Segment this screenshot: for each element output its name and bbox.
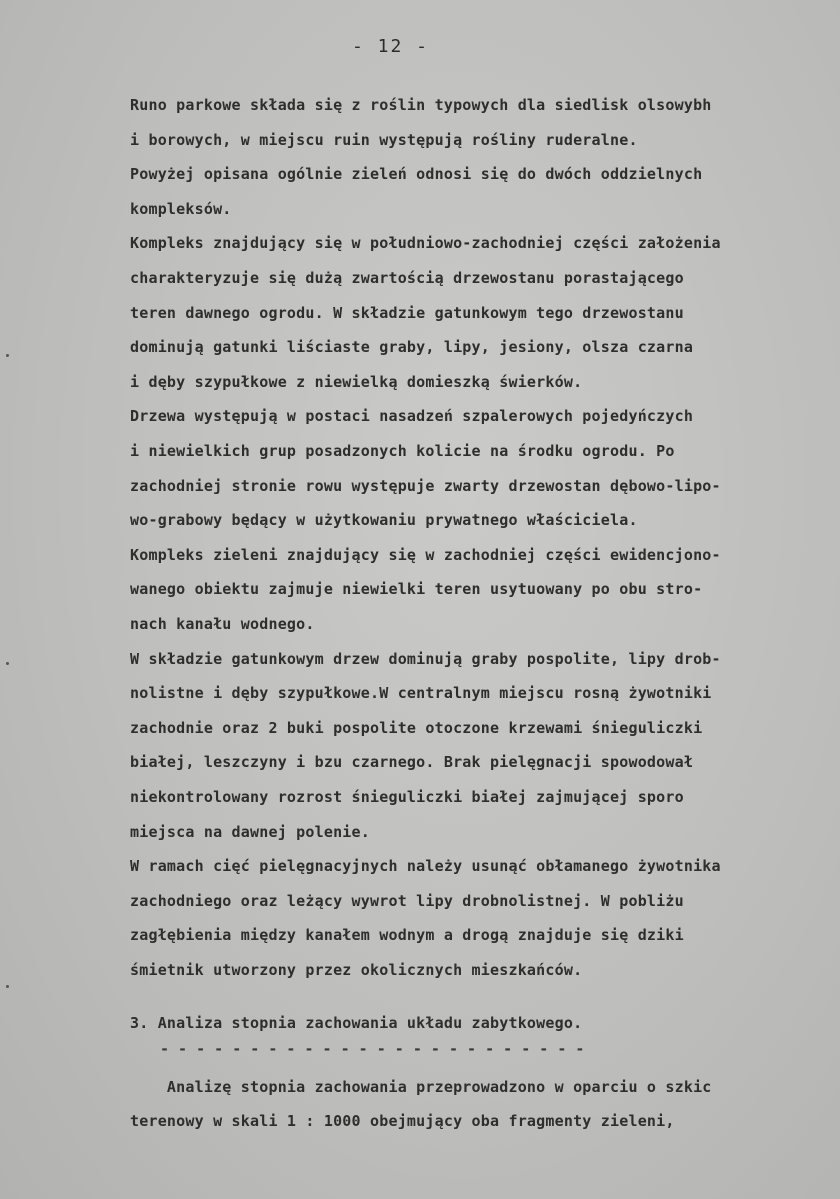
text-line: Kompleks zieleni znajdujący się w zachodniej części ewidencjono-	[130, 546, 721, 564]
text-line: kompleksów.	[130, 200, 232, 218]
text-line: zachodniego oraz leżący wywrot lipy drobnolistnej. W pobliżu	[130, 892, 684, 910]
text-line: i niewielkich grup posadzonych kolicie na środku ogrodu. Po	[130, 442, 675, 460]
text-line: zagłębienia między kanałem wodnym a drogą znajduje się dziki	[130, 926, 684, 944]
paragraph-line: terenowy w skali 1 : 1000 obejmujący oba fragmenty zieleni,	[130, 1112, 675, 1130]
text-line: zachodniej stronie rowu występuje zwarty drzewostan dębowo-lipo-	[130, 477, 721, 495]
text-line: Drzewa występują w postaci nasadzeń szpalerowych pojedyńczych	[130, 407, 694, 425]
text-line: charakteryzuje się dużą zwartością drzewostanu porastającego	[130, 269, 684, 287]
text-line: wanego obiektu zajmuje niewielki teren usytuowany po obu stro-	[130, 580, 703, 598]
text-line: wo-grabowy będący w użytkowaniu prywatnego właściciela.	[130, 511, 638, 529]
text-line: i borowych, w miejscu ruin występują rośliny ruderalne.	[130, 131, 638, 149]
text-line: śmietnik utworzony przez okolicznych mieszkańców.	[130, 961, 583, 979]
margin-mark	[6, 354, 9, 357]
text-line: nach kanału wodnego.	[130, 615, 315, 633]
text-line: białej, leszczyny i bzu czarnego. Brak pielęgnacji spowodował	[130, 753, 694, 771]
paragraph-line: Analizę stopnia zachowania przeprowadzono w oparciu o szkic	[130, 1078, 712, 1096]
text-line: niekontrolowany rozrost śnieguliczki białej zajmującej sporo	[130, 788, 684, 806]
text-line: Kompleks znajdujący się w południowo-zachodniej części założenia	[130, 234, 721, 252]
text-line: zachodnie oraz 2 buki pospolite otoczone krzewami śnieguliczki	[130, 719, 703, 737]
text-line: nolistne i dęby szypułkowe.W centralnym miejscu rosną żywotniki	[130, 684, 712, 702]
margin-mark	[6, 985, 9, 988]
page-number: - 12 -	[352, 36, 430, 57]
text-line: W ramach cięć pielęgnacyjnych należy usunąć obłamanego żywotnika	[130, 857, 721, 875]
text-line: dominują gatunki liściaste graby, lipy, jesiony, olsza czarna	[130, 338, 694, 356]
section-heading: 3. Analiza stopnia zachowania układu zabytkowego.	[130, 1014, 583, 1032]
text-line: Runo parkowe składa się z roślin typowych dla siedlisk olsowybh	[130, 96, 712, 114]
text-line: teren dawnego ogrodu. W składzie gatunkowym tego drzewostanu	[130, 304, 684, 322]
text-line: W składzie gatunkowym drzew dominują graby pospolite, lipy drob-	[130, 650, 721, 668]
text-line: miejsca na dawnej polenie.	[130, 823, 370, 841]
text-line: i dęby szypułkowe z niewielką domieszką świerków.	[130, 373, 583, 391]
text-line: Powyżej opisana ogólnie zieleń odnosi się do dwóch oddzielnych	[130, 165, 703, 183]
margin-mark	[6, 662, 9, 665]
heading-underline: - - - - - - - - - - - - - - - - - - - - - - - -	[160, 1040, 585, 1058]
